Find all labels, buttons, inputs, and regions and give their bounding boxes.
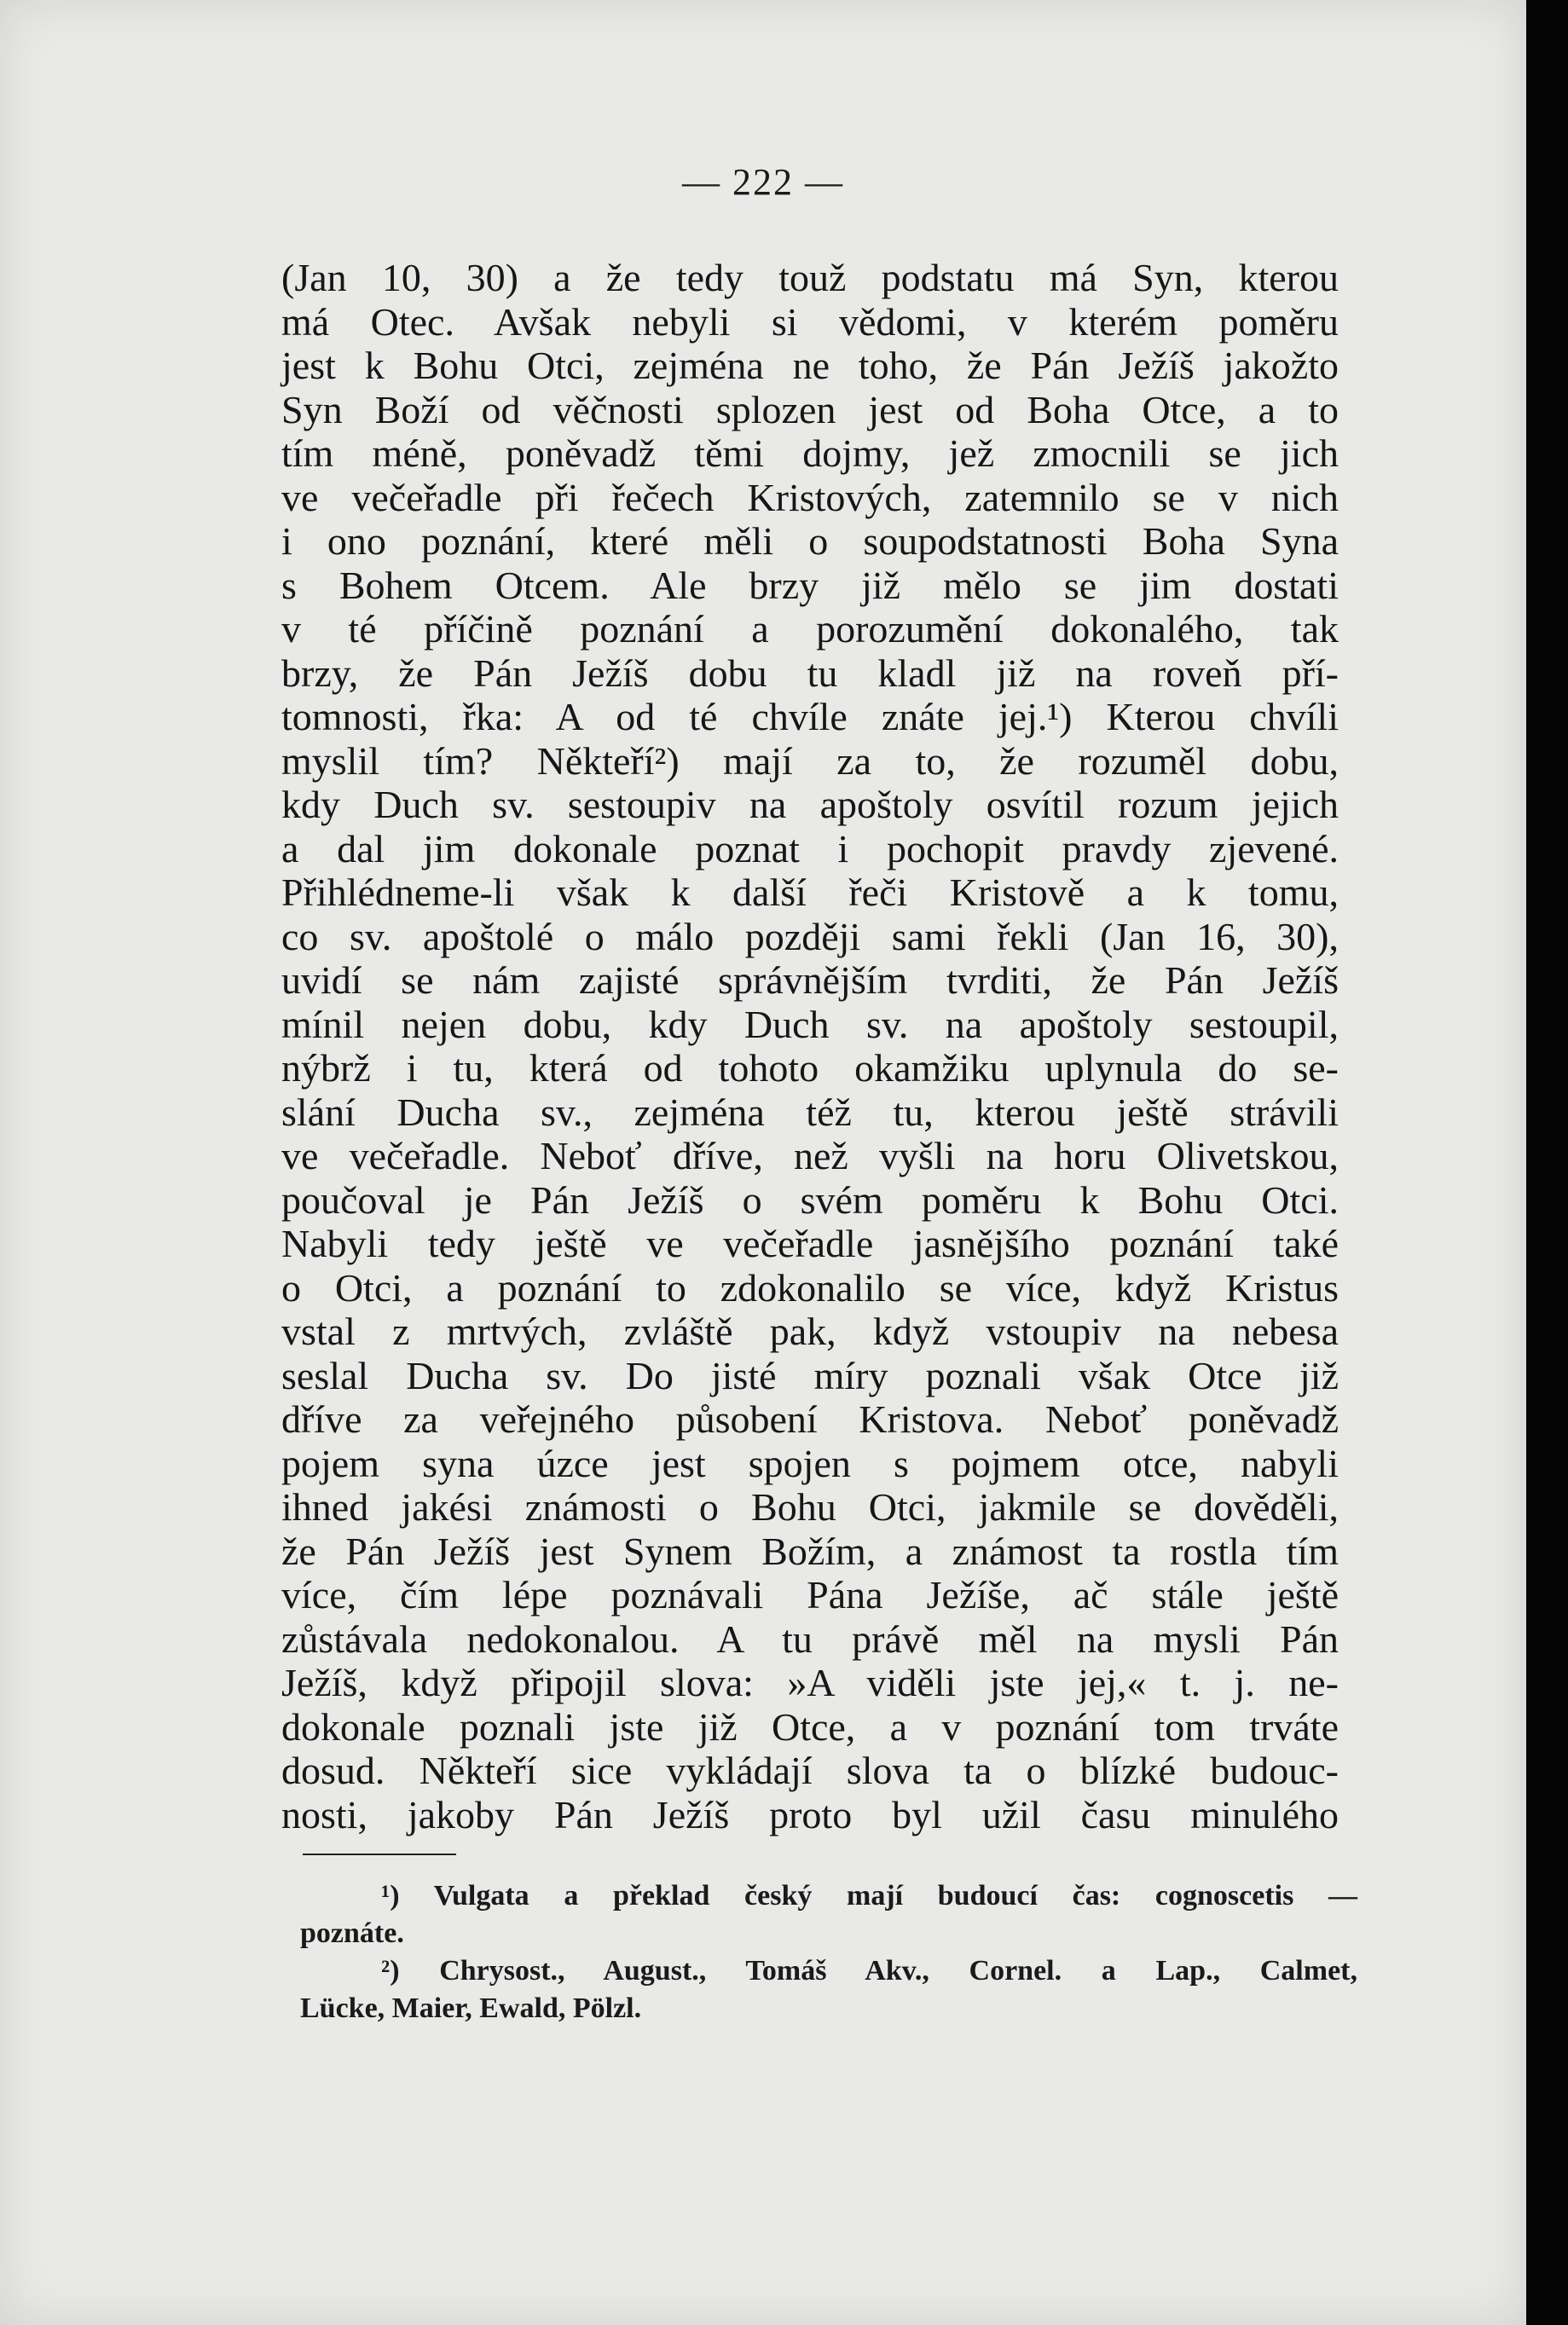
text-line: tomnosti, řka: A od té chvíle znáte jej.¹) Kterou chvíli — [281, 695, 1339, 738]
text-line: co sv. apoštolé o málo později sami řekli (Jan 16, 30), — [281, 914, 1339, 958]
page-number: — 222 — — [682, 161, 844, 203]
footnote-line: ¹) Vulgata a překlad český mají budoucí čas: cognoscetis — — [381, 1880, 1357, 1911]
text-line: kdy Duch sv. sestoupiv na apoštoly osvítil rozum jejich — [281, 783, 1339, 826]
text-line: více, čím lépe poznávali Pána Ježíše, ač stále ještě — [281, 1573, 1339, 1617]
text-line: zůstávala nedokonalou. A tu právě měl na mysli Pán — [281, 1617, 1339, 1661]
text-line: myslil tím? Někteří²) mají za to, že rozuměl dobu, — [281, 738, 1339, 783]
text-line: (Jan 10, 30) a že tedy touž podstatu má Syn, kterou — [281, 256, 1339, 299]
text-line: dosud. Někteří sice vykládají slova ta o blízké budouc- — [281, 1749, 1339, 1792]
text-line: v té příčině poznání a porozumění dokonalého, tak — [281, 607, 1339, 651]
text-line: i ono poznání, které měli o soupodstatnosti Boha Syna — [281, 519, 1339, 563]
text-line: Nabyli tedy ještě ve večeřadle jasnějšího poznání také — [281, 1222, 1339, 1265]
footnote-line: Lücke, Maier, Ewald, Pölzl. — [300, 1992, 642, 2024]
text-line: nýbrž i tu, která od tohoto okamžiku uplynula do se- — [281, 1046, 1339, 1090]
footnote-separator — [303, 1854, 456, 1855]
text-line: dříve za veřejného působení Kristova. Neboť poněvadž — [281, 1397, 1339, 1441]
text-line: Syn Boží od věčnosti splozen jest od Boha Otce, a to — [281, 387, 1339, 431]
text-line: dokonale poznali jste již Otce, a v poznání tom trváte — [281, 1704, 1339, 1749]
text-line: seslal Ducha sv. Do jisté míry poznali však Otce již — [281, 1353, 1339, 1397]
text-line: pojem syna úzce jest spojen s pojmem otce, nabyli — [281, 1441, 1339, 1485]
text-line: slání Ducha sv., zejména též tu, kterou ještě strávili — [281, 1090, 1339, 1134]
text-line: poučoval je Pán Ježíš o svém poměru k Bohu Otci. — [281, 1177, 1339, 1222]
footnote-line: ²) Chrysost., August., Tomáš Akv., Cornel. a Lap., Calmet, — [381, 1955, 1357, 1987]
text-line: brzy, že Pán Ježíš dobu tu kladl již na roveň pří- — [281, 651, 1339, 695]
text-line: a dal jim dokonale poznat i pochopit pravdy zjevené. — [281, 826, 1339, 870]
footnote-line: poznáte. — [300, 1917, 404, 1949]
text-line: ve večeřadle při řečech Kristových, zatemnilo se v nich — [281, 475, 1339, 519]
page-edge-shadow — [1526, 0, 1568, 2325]
text-line: ihned jakési známosti o Bohu Otci, jakmile se dověděli, — [281, 1485, 1339, 1529]
text-line: ve večeřadle. Neboť dříve, než vyšli na horu Olivetskou, — [281, 1134, 1339, 1177]
text-line: o Otci, a poznání to zdokonalilo se více, když Kristus — [281, 1265, 1339, 1310]
text-line: Ježíš, když připojil slova: »A viděli jste jej,« t. j. ne- — [281, 1661, 1339, 1704]
text-line: vstal z mrtvých, zvláště pak, když vstoupiv na nebesa — [281, 1310, 1339, 1353]
text-line: jest k Bohu Otci, zejména ne toho, že Pán Ježíš jakožto — [281, 344, 1339, 387]
text-line: s Bohem Otcem. Ale brzy již mělo se jim dostati — [281, 563, 1339, 607]
text-line: nosti, jakoby Pán Ježíš proto byl užil času minulého — [281, 1792, 1339, 1836]
text-line: uvidí se nám zajisté správnějším tvrditi, že Pán Ježíš — [281, 958, 1339, 1002]
text-line: že Pán Ježíš jest Synem Božím, a známost ta rostla tím — [281, 1529, 1339, 1573]
text-line: má Otec. Avšak nebyli si vědomi, v kterém poměru — [281, 299, 1339, 344]
text-line: tím méně, poněvadž těmi dojmy, jež zmocnili se jich — [281, 431, 1339, 475]
text-line: Přihlédneme-li však k další řeči Kristově a k tomu, — [281, 870, 1339, 914]
main-text — [281, 256, 1339, 1836]
text-line: mínil nejen dobu, kdy Duch sv. na apoštoly sestoupil, — [281, 1002, 1339, 1046]
footnotes — [300, 1877, 1357, 2027]
